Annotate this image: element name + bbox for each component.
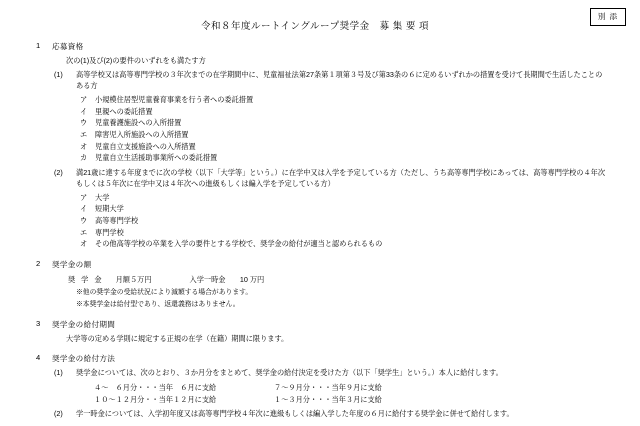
section-intro: 大学等の定める学則に規定する正規の在学（在籍）期間に限ります。	[66, 334, 289, 344]
list-item	[80, 141, 606, 153]
section-title: 奨学金の額	[52, 259, 92, 269]
clause-text: 学一時金については、入学初年度又は高等専門学校４年次に進級もしくは編入学した年度の６月に給付する奨学金に併せて給付します。	[76, 409, 514, 419]
section-number: 1	[36, 41, 41, 50]
list-text: 障害児入所施設への入所措置	[95, 130, 189, 139]
schedule-row	[94, 382, 606, 394]
list-item	[80, 117, 606, 129]
list-item	[80, 129, 606, 141]
list-text: 児童自立生活援助事業所への委託措置	[95, 153, 218, 163]
list-text: 里親への委託措置	[95, 106, 153, 116]
page-title: 令和８年度ルートイングループ奨学金 募 集 要 項	[201, 21, 429, 32]
list-item	[80, 238, 606, 250]
clause-text: 奨学金については、次のとおり、３か月分をまとめて、奨学金の給付決定を受けた方（以下「奨学生」という。）本人に給付します。	[76, 368, 503, 378]
section-title: 奨学金の給付期間	[52, 320, 116, 330]
list-item	[80, 192, 606, 204]
clause-1-2	[34, 168, 606, 190]
section-payment-method	[34, 353, 606, 420]
list-text: 専門学校	[95, 227, 124, 237]
section-application-eligibility	[34, 41, 606, 250]
list-marker: カ	[80, 153, 88, 163]
list-item	[80, 203, 606, 215]
clause-4-1	[34, 368, 606, 379]
clause-text: 高等学校又は高等専門学校の３年次までの在学期間中に、児童福祉法第27条第１項第３号及び第33条の６に定めるいずれかの措置を受けて長期間で生活したことのある方	[76, 70, 603, 91]
list-item	[80, 152, 606, 164]
attachment-label: 別 添	[590, 8, 626, 26]
list-marker: ウ	[80, 215, 88, 225]
list-marker: イ	[80, 204, 88, 214]
section-heading	[34, 259, 606, 270]
list-marker: エ	[80, 227, 88, 237]
section-title: 応募資格	[52, 42, 84, 51]
section-heading	[34, 319, 606, 330]
section-scholarship-amount	[34, 259, 606, 310]
section-heading	[34, 41, 606, 52]
clause-marker: (1)	[54, 368, 63, 378]
amount-label: 奨 学 金	[68, 274, 104, 284]
list-text: 児童自立支援施設への入所措置	[95, 141, 196, 151]
list-marker: ウ	[80, 118, 88, 128]
schedule-left: １０～１２月分・・当年１２月に支給	[94, 394, 217, 404]
list-text: その他高等学校の卒業を入学の要件とする学校で、奨学金の給付が適当と認められるもの	[95, 239, 383, 249]
clause-4-2	[34, 409, 606, 420]
list-item	[80, 215, 606, 227]
schedule-left: ４～ ６月分・・・当年 ６月に支給	[94, 383, 217, 393]
payment-schedule	[34, 382, 606, 405]
school-list	[34, 192, 606, 250]
clause-marker: (2)	[54, 409, 63, 419]
list-marker: オ	[80, 141, 88, 151]
clause-text: 満21歳に達する年度までに次の学校（以下「大学等」という。）に在学中又は入学を予定している方（ただし、うち高等専門学校にあっては、高等専門学校の４年次もしくは５年次に在学中又は４年次への進級もしくは編入学を予定している方）	[76, 167, 606, 188]
list-item	[80, 94, 606, 106]
amount-monthly: 月額５万円	[115, 274, 152, 284]
amount-note-2: ※本奨学金は給付型であり、返還義務はありません。	[76, 300, 240, 308]
list-marker: ア	[80, 192, 88, 202]
section-heading	[34, 353, 606, 364]
section-number: 4	[36, 353, 41, 363]
schedule-right: １～３月分・・・当年３月に支給	[274, 394, 382, 404]
amount-note-1: ※他の奨学金の受給状況により減額する場合があります。	[76, 288, 253, 296]
measure-list	[34, 94, 606, 164]
list-item	[80, 227, 606, 239]
clause-1-1	[34, 70, 606, 92]
schedule-right: ７～９月分・・・当年９月に支給	[274, 383, 382, 393]
clause-marker: (2)	[54, 167, 63, 177]
list-text: 児童養護施設への入所措置	[95, 118, 182, 128]
schedule-row	[94, 394, 606, 406]
clause-marker: (1)	[54, 70, 63, 80]
list-text: 大学	[95, 192, 110, 202]
amount-entrance: 入学一時金 10 万円	[189, 274, 265, 284]
section-grant-period	[34, 319, 606, 344]
list-marker: オ	[80, 239, 88, 249]
section-number: 2	[36, 258, 41, 268]
list-text: 短期大学	[95, 204, 124, 214]
list-text: 高等専門学校	[95, 215, 139, 225]
section-number: 3	[36, 319, 41, 329]
list-marker: ア	[80, 95, 88, 105]
section-title: 奨学金の給付方法	[52, 354, 116, 364]
section-intro: 次の(1)及び(2)の要件のいずれをも満たす方	[66, 56, 206, 65]
list-item	[80, 106, 606, 118]
list-marker: イ	[80, 106, 88, 116]
list-text: 小規模住居型児童養育事業を行う者への委託措置	[95, 95, 254, 105]
amount-row	[34, 275, 606, 286]
list-marker: エ	[80, 130, 88, 139]
